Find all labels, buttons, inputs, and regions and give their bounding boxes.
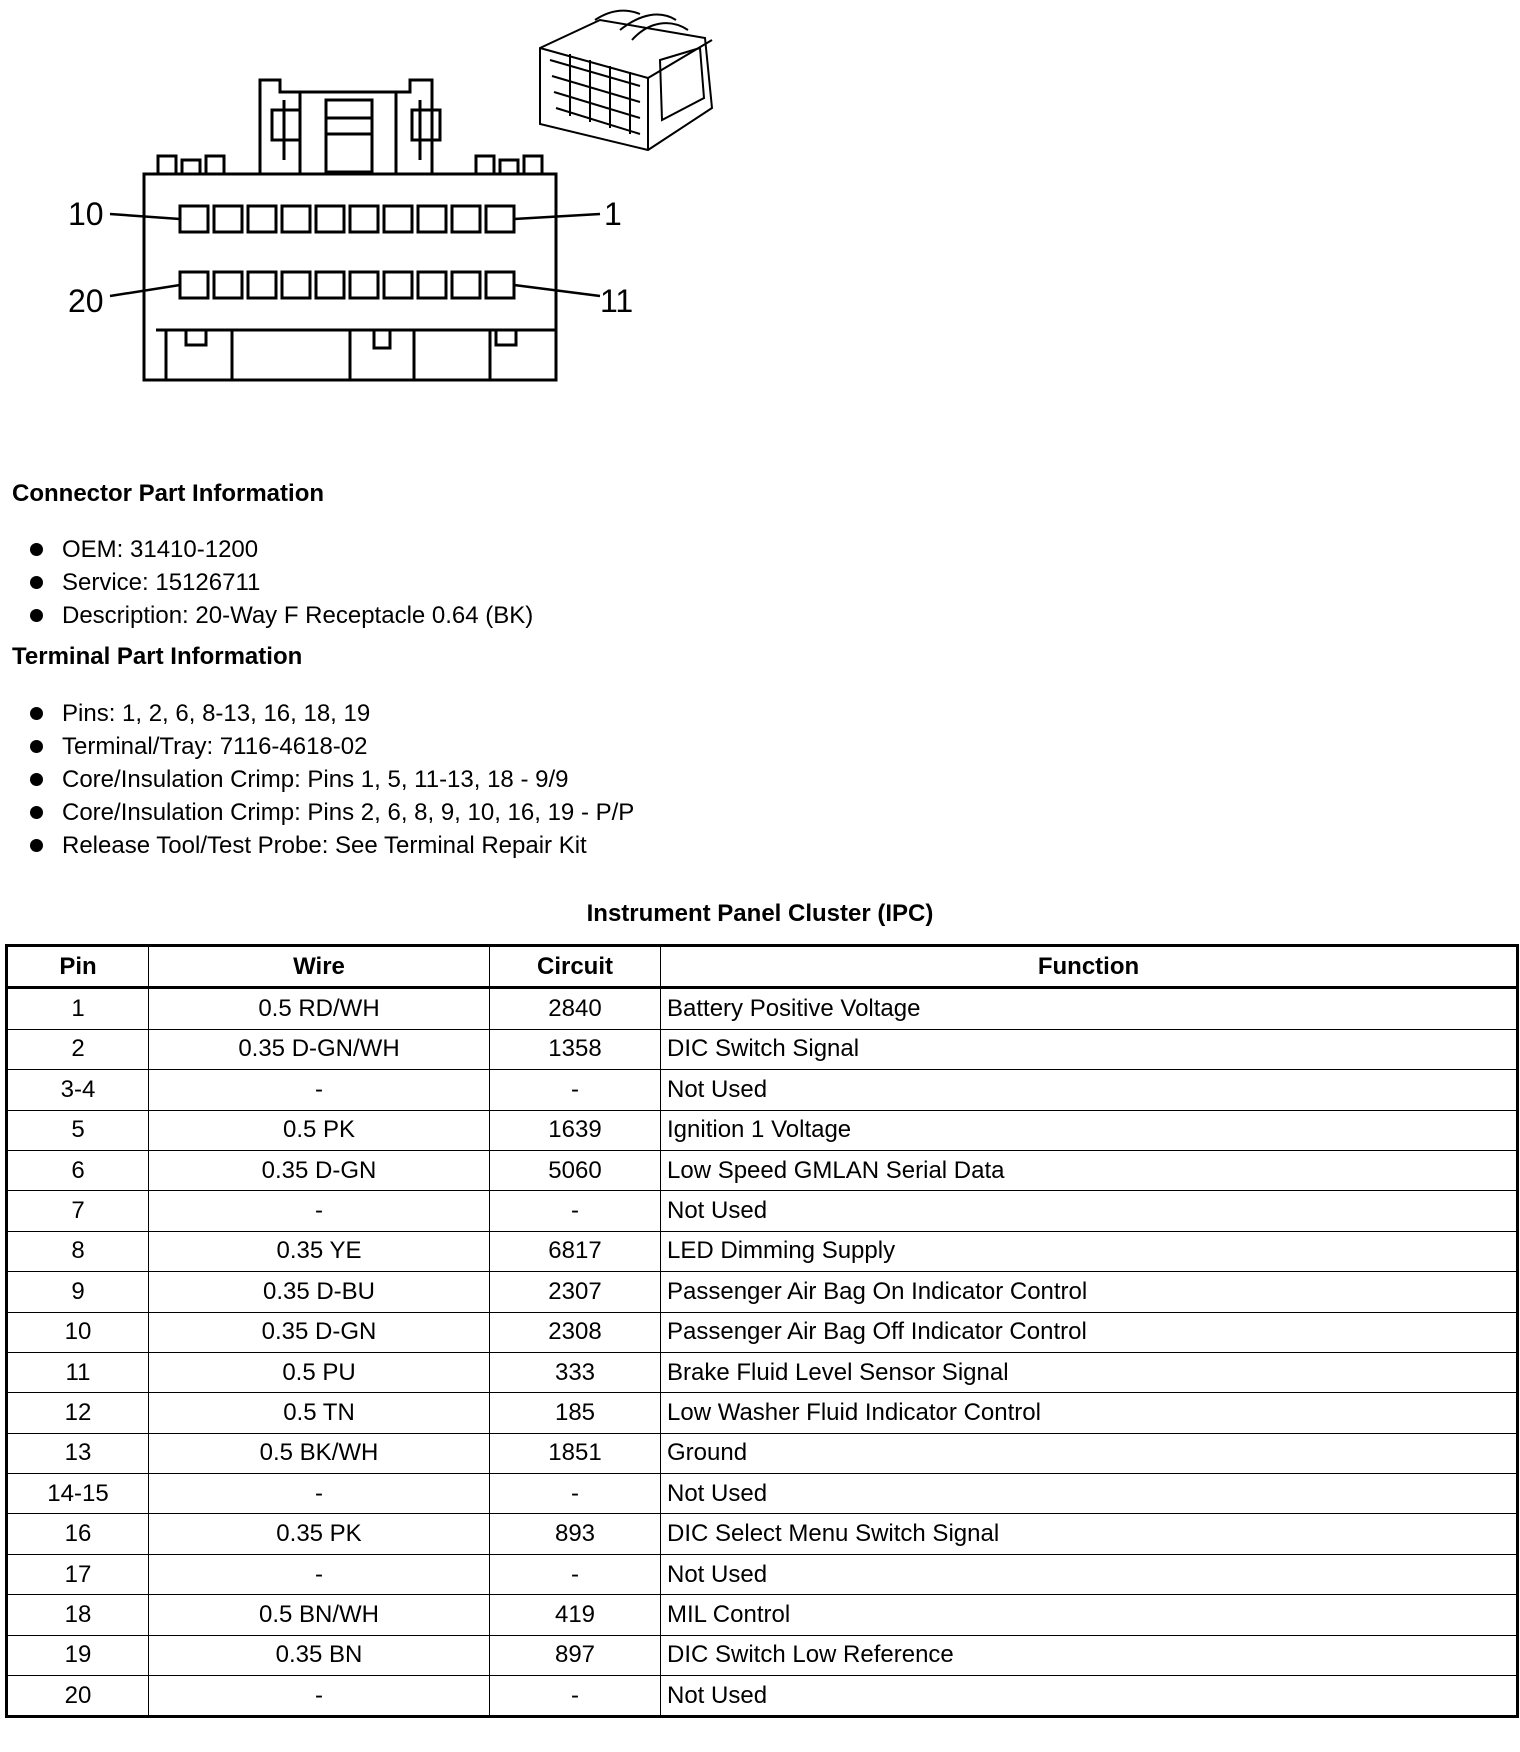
cell-function: LED Dimming Supply bbox=[661, 1231, 1518, 1271]
cell-wire: 0.35 D-GN/WH bbox=[149, 1029, 490, 1069]
cell-pin: 9 bbox=[7, 1272, 149, 1312]
table-row bbox=[7, 1676, 1518, 1717]
cell-wire: 0.35 D-GN bbox=[149, 1150, 490, 1190]
connector-diagram bbox=[0, 0, 760, 400]
cell-function: Battery Positive Voltage bbox=[661, 988, 1518, 1029]
cell-wire: 0.35 YE bbox=[149, 1231, 490, 1271]
cell-function: Not Used bbox=[661, 1070, 1518, 1110]
table-row bbox=[7, 1352, 1518, 1392]
table-row bbox=[7, 1514, 1518, 1554]
cell-pin: 5 bbox=[7, 1110, 149, 1150]
terminal-part-info-heading: Terminal Part Information bbox=[12, 643, 303, 670]
table-row bbox=[7, 1474, 1518, 1514]
cell-function: Brake Fluid Level Sensor Signal bbox=[661, 1352, 1518, 1392]
table-row bbox=[7, 1433, 1518, 1473]
cell-function: Not Used bbox=[661, 1676, 1518, 1717]
cell-wire: 0.5 PK bbox=[149, 1110, 490, 1150]
list-item: Pins: 1, 2, 6, 8-13, 16, 18, 19 bbox=[30, 697, 634, 730]
cell-wire: 0.35 D-BU bbox=[149, 1272, 490, 1312]
list-item: Terminal/Tray: 7116-4618-02 bbox=[30, 730, 634, 763]
pin-cavities-top-row bbox=[180, 206, 514, 232]
cell-pin: 20 bbox=[7, 1676, 149, 1717]
table-title: Instrument Panel Cluster (IPC) bbox=[586, 900, 934, 927]
cell-circuit: 185 bbox=[490, 1393, 661, 1433]
cell-circuit: - bbox=[490, 1070, 661, 1110]
cell-function: Passenger Air Bag On Indicator Control bbox=[661, 1272, 1518, 1312]
cell-function: Low Washer Fluid Indicator Control bbox=[661, 1393, 1518, 1433]
cell-wire: - bbox=[149, 1191, 490, 1231]
column-header-pin: Pin bbox=[7, 946, 149, 988]
list-item: Service: 15126711 bbox=[30, 566, 533, 599]
column-header-function: Function bbox=[661, 946, 1518, 988]
list-item: Core/Insulation Crimp: Pins 2, 6, 8, 9, 10, 16, 19 - P/P bbox=[30, 796, 634, 829]
cell-pin: 7 bbox=[7, 1191, 149, 1231]
cell-circuit: 2307 bbox=[490, 1272, 661, 1312]
pin-function-table bbox=[5, 944, 1519, 1718]
list-item: OEM: 31410-1200 bbox=[30, 533, 533, 566]
cell-wire: 0.5 BN/WH bbox=[149, 1595, 490, 1635]
cell-circuit: 1851 bbox=[490, 1433, 661, 1473]
pin-label-20: 20 bbox=[68, 283, 104, 319]
column-header-wire: Wire bbox=[149, 946, 490, 988]
cell-function: MIL Control bbox=[661, 1595, 1518, 1635]
cell-pin: 18 bbox=[7, 1595, 149, 1635]
cell-function: DIC Switch Low Reference bbox=[661, 1635, 1518, 1675]
cell-circuit: 897 bbox=[490, 1635, 661, 1675]
table-header-row bbox=[7, 946, 1518, 988]
cell-circuit: - bbox=[490, 1474, 661, 1514]
table-row bbox=[7, 1635, 1518, 1675]
cell-circuit: 419 bbox=[490, 1595, 661, 1635]
connector-isometric-view bbox=[540, 11, 712, 150]
cell-function: DIC Switch Signal bbox=[661, 1029, 1518, 1069]
cell-circuit: 5060 bbox=[490, 1150, 661, 1190]
cell-pin: 16 bbox=[7, 1514, 149, 1554]
pin-label-11: 11 bbox=[600, 283, 634, 319]
cell-function: Not Used bbox=[661, 1554, 1518, 1594]
table-row bbox=[7, 1191, 1518, 1231]
cell-circuit: 333 bbox=[490, 1352, 661, 1392]
table-row bbox=[7, 1272, 1518, 1312]
cell-pin: 6 bbox=[7, 1150, 149, 1190]
cell-wire: - bbox=[149, 1554, 490, 1594]
cell-wire: 0.35 D-GN bbox=[149, 1312, 490, 1352]
list-item: Core/Insulation Crimp: Pins 1, 5, 11-13, 18 - 9/9 bbox=[30, 763, 634, 796]
cell-function: Ignition 1 Voltage bbox=[661, 1110, 1518, 1150]
table-row bbox=[7, 1231, 1518, 1271]
pin-label-1: 1 bbox=[604, 196, 622, 232]
cell-circuit: - bbox=[490, 1676, 661, 1717]
cell-wire: 0.5 TN bbox=[149, 1393, 490, 1433]
cell-pin: 11 bbox=[7, 1352, 149, 1392]
table-row bbox=[7, 1110, 1518, 1150]
table-row bbox=[7, 1554, 1518, 1594]
cell-wire: 0.5 PU bbox=[149, 1352, 490, 1392]
list-item: Description: 20-Way F Receptacle 0.64 (BK) bbox=[30, 599, 533, 632]
table-row bbox=[7, 1312, 1518, 1352]
cell-pin: 1 bbox=[7, 988, 149, 1029]
list-item: Release Tool/Test Probe: See Terminal Repair Kit bbox=[30, 829, 634, 862]
cell-function: Not Used bbox=[661, 1474, 1518, 1514]
table-row bbox=[7, 1029, 1518, 1069]
cell-pin: 12 bbox=[7, 1393, 149, 1433]
cell-pin: 10 bbox=[7, 1312, 149, 1352]
cell-pin: 14-15 bbox=[7, 1474, 149, 1514]
cell-function: Passenger Air Bag Off Indicator Control bbox=[661, 1312, 1518, 1352]
cell-pin: 13 bbox=[7, 1433, 149, 1473]
cell-circuit: 1358 bbox=[490, 1029, 661, 1069]
connector-part-info-list bbox=[30, 533, 533, 632]
cell-wire: 0.35 PK bbox=[149, 1514, 490, 1554]
table-row bbox=[7, 988, 1518, 1029]
cell-pin: 2 bbox=[7, 1029, 149, 1069]
table-row bbox=[7, 1070, 1518, 1110]
table-row bbox=[7, 1595, 1518, 1635]
connector-part-info-heading: Connector Part Information bbox=[12, 480, 325, 507]
cell-circuit: 1639 bbox=[490, 1110, 661, 1150]
cell-function: Not Used bbox=[661, 1191, 1518, 1231]
pin-cavities-bottom-row bbox=[180, 272, 514, 298]
cell-pin: 8 bbox=[7, 1231, 149, 1271]
cell-circuit: - bbox=[490, 1554, 661, 1594]
cell-function: Ground bbox=[661, 1433, 1518, 1473]
cell-pin: 19 bbox=[7, 1635, 149, 1675]
table-row bbox=[7, 1393, 1518, 1433]
cell-wire: 0.35 BN bbox=[149, 1635, 490, 1675]
cell-circuit: 893 bbox=[490, 1514, 661, 1554]
cell-wire: - bbox=[149, 1070, 490, 1110]
cell-pin: 3-4 bbox=[7, 1070, 149, 1110]
cell-pin: 17 bbox=[7, 1554, 149, 1594]
pin-leader-lines bbox=[110, 214, 600, 296]
cell-circuit: 2840 bbox=[490, 988, 661, 1029]
cell-function: DIC Select Menu Switch Signal bbox=[661, 1514, 1518, 1554]
cell-wire: 0.5 RD/WH bbox=[149, 988, 490, 1029]
cell-circuit: 2308 bbox=[490, 1312, 661, 1352]
cell-circuit: 6817 bbox=[490, 1231, 661, 1271]
table-row bbox=[7, 1150, 1518, 1190]
cell-wire: - bbox=[149, 1474, 490, 1514]
cell-wire: - bbox=[149, 1676, 490, 1717]
cell-circuit: - bbox=[490, 1191, 661, 1231]
cell-function: Low Speed GMLAN Serial Data bbox=[661, 1150, 1518, 1190]
terminal-part-info-list bbox=[30, 697, 634, 862]
column-header-circuit: Circuit bbox=[490, 946, 661, 988]
cell-wire: 0.5 BK/WH bbox=[149, 1433, 490, 1473]
pin-label-10: 10 bbox=[68, 196, 104, 232]
